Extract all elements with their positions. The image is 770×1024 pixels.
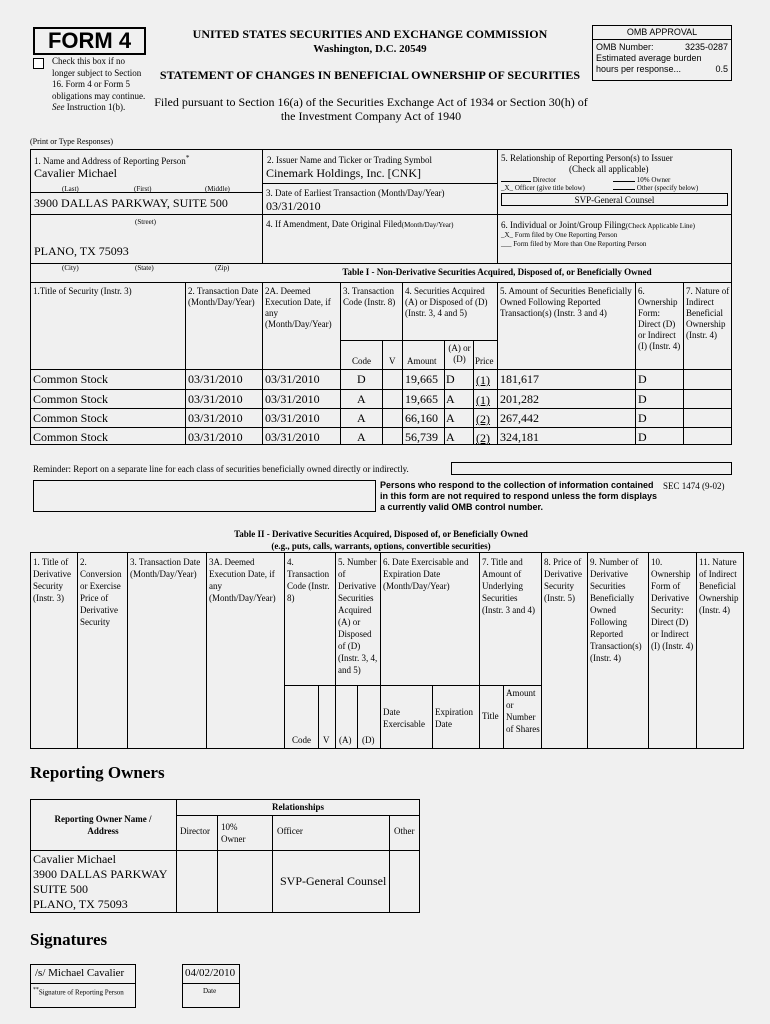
first-label: (First) [134, 185, 152, 193]
filing-one: _X_ Form filed by One Reporting Person [501, 231, 618, 239]
relationship-label: 5. Relationship of Reporting Person(s) to Issuer [501, 153, 673, 163]
earliest-date: 03/31/2010 [266, 199, 321, 213]
row-ad: A [446, 411, 455, 425]
signature-value: /s/ Michael Cavalier [35, 967, 125, 979]
reminder: Reminder: Report on a separate line for each class of securities beneficially owned directly or indirectly. [33, 464, 409, 474]
row-owned: 267,442 [500, 411, 539, 425]
t2-sub-title: Title [482, 711, 499, 721]
t2-sub-amount: Amount or Number of Shares [506, 688, 540, 734]
t2-sub-expiration: Expiration Date [435, 707, 473, 729]
row-form: D [638, 430, 647, 444]
t1-h5: 5. Amount of Securities Beneficially Owned Following Reported Transaction(s) (Instr. 3 and 4) [500, 286, 632, 318]
row-ad: A [446, 430, 455, 444]
owner10-option: 10% Owner [613, 176, 670, 184]
t2-h1: 1. Title of Derivative Security (Instr. 3) [33, 557, 71, 603]
t2-h7: 7. Title and Amount of Underlying Securities (Instr. 3 and 4) [482, 557, 535, 615]
agency-name: UNITED STATES SECURITIES AND EXCHANGE COMMISSION [192, 27, 548, 41]
form-title: FORM 4 [33, 27, 146, 55]
signatures-heading: Signatures [30, 930, 108, 949]
owner-addr1: 3900 DALLAS PARKWAY [33, 867, 168, 881]
table1-title: Table I - Non-Derivative Securities Acquired, Disposed of, or Beneficially Owned [342, 267, 652, 277]
row-title: Common Stock [33, 372, 109, 386]
officer-title: SVP-General Counsel [501, 193, 728, 206]
t1-h3: 3. Transaction Code (Instr. 8) [343, 286, 396, 307]
director-option: Director [501, 176, 556, 184]
row-deemed: 03/31/2010 [265, 372, 320, 386]
row-title: Common Stock [33, 411, 109, 425]
omb-title: OMB APPROVAL [593, 26, 731, 40]
persons-notice: Persons who respond to the collection of information contained in this form are not required to respond unless the form displays a currently valid OMB control number. [380, 480, 658, 512]
t2-h11: 11. Nature of Indirect Beneficial Ownership (Instr. 4) [699, 557, 739, 615]
row-code: D [357, 372, 366, 386]
t1-sub-v: V [389, 356, 396, 366]
relationship-sub: (Check all applicable) [569, 164, 649, 174]
city-address: PLANO, TX 75093 [34, 244, 129, 258]
owners-col-officer: Officer [277, 826, 303, 836]
t1-sub-code: Code [352, 356, 371, 366]
row-title: Common Stock [33, 430, 109, 444]
row-deemed: 03/31/2010 [265, 430, 320, 444]
row-deemed: 03/31/2010 [265, 411, 320, 425]
t1-sub-aord: (A) or (D) [448, 343, 471, 364]
row-deemed: 03/31/2010 [265, 392, 320, 406]
reporting-person-label: 1. Name and Address of Reporting Person* [34, 153, 190, 166]
zip-label: (Zip) [215, 264, 230, 272]
street-label: (Street) [135, 218, 156, 226]
owners-col-other: Other [394, 826, 415, 836]
t2-h2: 2. Conversion or Exercise Price of Derivative Security [80, 557, 122, 627]
middle-label: (Middle) [205, 185, 230, 193]
row-date: 03/31/2010 [188, 372, 243, 386]
owner-name: Cavalier Michael [33, 852, 116, 866]
state-label: (State) [135, 264, 154, 272]
row-amount: 56,739 [405, 430, 438, 444]
t2-sub-d: (D) [362, 735, 375, 745]
t1-sub-price: Price [475, 356, 494, 366]
row-amount: 66,160 [405, 411, 438, 425]
t2-h6: 6. Date Exercisable and Expiration Date (Month/Day/Year) [383, 557, 469, 591]
row-ad: D [446, 372, 455, 386]
owner-addr2: SUITE 500 [33, 882, 88, 896]
t2-h4: 4. Transaction Code (Instr. 8) [287, 557, 330, 603]
owner-officer-title: SVP-General Counsel [280, 874, 387, 888]
t2-h9: 9. Number of Derivative Securities Beneficially Owned Following Reported Transaction(s) (Instr. 4) [590, 557, 642, 663]
t2-h10: 10. Ownership Form of Derivative Security: Direct (D) or Indirect (I) (Instr. 4) [651, 557, 694, 651]
reminder-blank-box [451, 462, 732, 475]
row-ad: A [446, 392, 455, 406]
footnote-link[interactable]: (2) [476, 412, 490, 426]
t1-h6: 6. Ownership Form: Direct (D) or Indirect (I) (Instr. 4) [638, 286, 681, 351]
table2-title: Table II - Derivative Securities Acquired, Disposed of, or Beneficially Owned [234, 529, 528, 539]
row-code: A [357, 430, 366, 444]
row-date: 03/31/2010 [188, 430, 243, 444]
row-owned: 201,282 [500, 392, 539, 406]
print-type: (Print or Type Responses) [30, 137, 114, 146]
omb-hours: 0.5 [715, 64, 728, 74]
reporting-person-name: Cavalier Michael [34, 166, 117, 180]
t1-h2: 2. Transaction Date (Month/Day/Year) [188, 286, 259, 307]
filing-label: 6. Individual or Joint/Group Filing(Check Applicable Line) [501, 220, 695, 230]
t1-sub-amount: Amount [407, 356, 437, 366]
no-longer-subject-checkbox[interactable] [33, 58, 44, 69]
omb-hours-label: hours per response... [596, 64, 682, 74]
t2-sub-code: Code [292, 735, 311, 745]
last-label: (Last) [62, 185, 79, 193]
row-owned: 324,181 [500, 430, 539, 444]
t2-h3: 3. Transaction Date (Month/Day/Year) [130, 557, 201, 579]
t2-sub-a: (A) [339, 735, 352, 745]
street-address: 3900 DALLAS PARKWAY, SUITE 500 [34, 196, 228, 210]
checkbox-description: Check this box if no longer subject to Section 16. Form 4 or Form 5 obligations may continue. See Instruction 1(b). [52, 56, 146, 112]
sec-code: SEC 1474 (9-02) [663, 481, 725, 491]
t1-h4: 4. Securities Acquired (A) or Disposed of (D) (Instr. 3, 4 and 5) [405, 286, 488, 318]
omb-number: 3235-0287 [684, 42, 728, 52]
owner-address [33, 852, 167, 912]
t1-h7: 7. Nature of Indirect Beneficial Ownership (Instr. 4) [686, 286, 730, 340]
omb-burden-label: Estimated average burden [596, 53, 702, 63]
t1-h1: 1.Title of Security (Instr. 3) [33, 286, 132, 296]
amendment-label: 4. If Amendment, Date Original Filed(Month/Day/Year) [266, 219, 454, 229]
owners-col-10pct: 10% Owner [221, 822, 246, 844]
omb-approval-box [592, 25, 732, 81]
officer-option: _X_ Officer (give title below) [501, 184, 585, 192]
statement-title: STATEMENT OF CHANGES IN BENEFICIAL OWNERSHIP OF SECURITIES [159, 68, 581, 82]
reporting-owners-heading: Reporting Owners [30, 763, 165, 782]
row-code: A [357, 411, 366, 425]
date-label: Date [203, 987, 217, 995]
signature-label: **Signature of Reporting Person [33, 987, 124, 997]
signature-date: 04/02/2010 [185, 967, 236, 979]
t1-h2a: 2A. Deemed Execution Date, if any (Month/Day/Year) [265, 286, 332, 329]
row-date: 03/31/2010 [188, 411, 243, 425]
owners-col-name: Reporting Owner Name / Address [54, 814, 152, 836]
filing-more: ___ Form filed by More than One Reporting Person [501, 240, 647, 248]
row-form: D [638, 372, 647, 386]
row-owned: 181,617 [500, 372, 539, 386]
row-amount: 19,665 [405, 372, 438, 386]
row-form: D [638, 411, 647, 425]
row-title: Common Stock [33, 392, 109, 406]
agency-city: Washington, D.C. 20549 [313, 43, 427, 55]
t2-sub-v: V [323, 735, 330, 745]
issuer-name: Cinemark Holdings, Inc. [CNK] [266, 166, 421, 180]
row-form: D [638, 392, 647, 406]
other-option: Other (specify below) [613, 184, 698, 192]
row-code: A [357, 392, 366, 406]
footnote-link[interactable]: (1) [476, 393, 490, 407]
left-blank-box [33, 480, 376, 512]
t2-h3a: 3A. Deemed Execution Date, if any (Month/Day/Year) [209, 557, 276, 603]
owners-col-director: Director [180, 826, 210, 836]
owners-relationships: Relationships [271, 802, 324, 812]
issuer-label: 2. Issuer Name and Ticker or Trading Symbol [267, 155, 432, 165]
t2-h8: 8. Price of Derivative Security (Instr. 5) [544, 557, 582, 603]
earliest-date-label: 3. Date of Earliest Transaction (Month/Day/Year) [266, 188, 445, 198]
city-label: (City) [62, 264, 79, 272]
footnote-link[interactable]: (1) [476, 373, 490, 387]
row-amount: 19,665 [405, 392, 438, 406]
t2-h5: 5. Number of Derivative Securities Acquired (A) or Disposed of (D) (Instr. 3, 4, and 5) [338, 557, 378, 675]
t2-sub-exercisable: Date Exercisable [383, 707, 425, 729]
table2-subtitle: (e.g., puts, calls, warrants, options, convertible securities) [271, 541, 491, 551]
filed-pursuant: Filed pursuant to Section 16(a) of the Securities Exchange Act of 1934 or Section 30(h) of the Investment Company Act of 1940 [154, 95, 588, 123]
owner-addr3: PLANO, TX 75093 [33, 897, 128, 911]
omb-number-label: OMB Number: [596, 42, 654, 52]
footnote-link[interactable]: (2) [476, 431, 490, 445]
row-date: 03/31/2010 [188, 392, 243, 406]
